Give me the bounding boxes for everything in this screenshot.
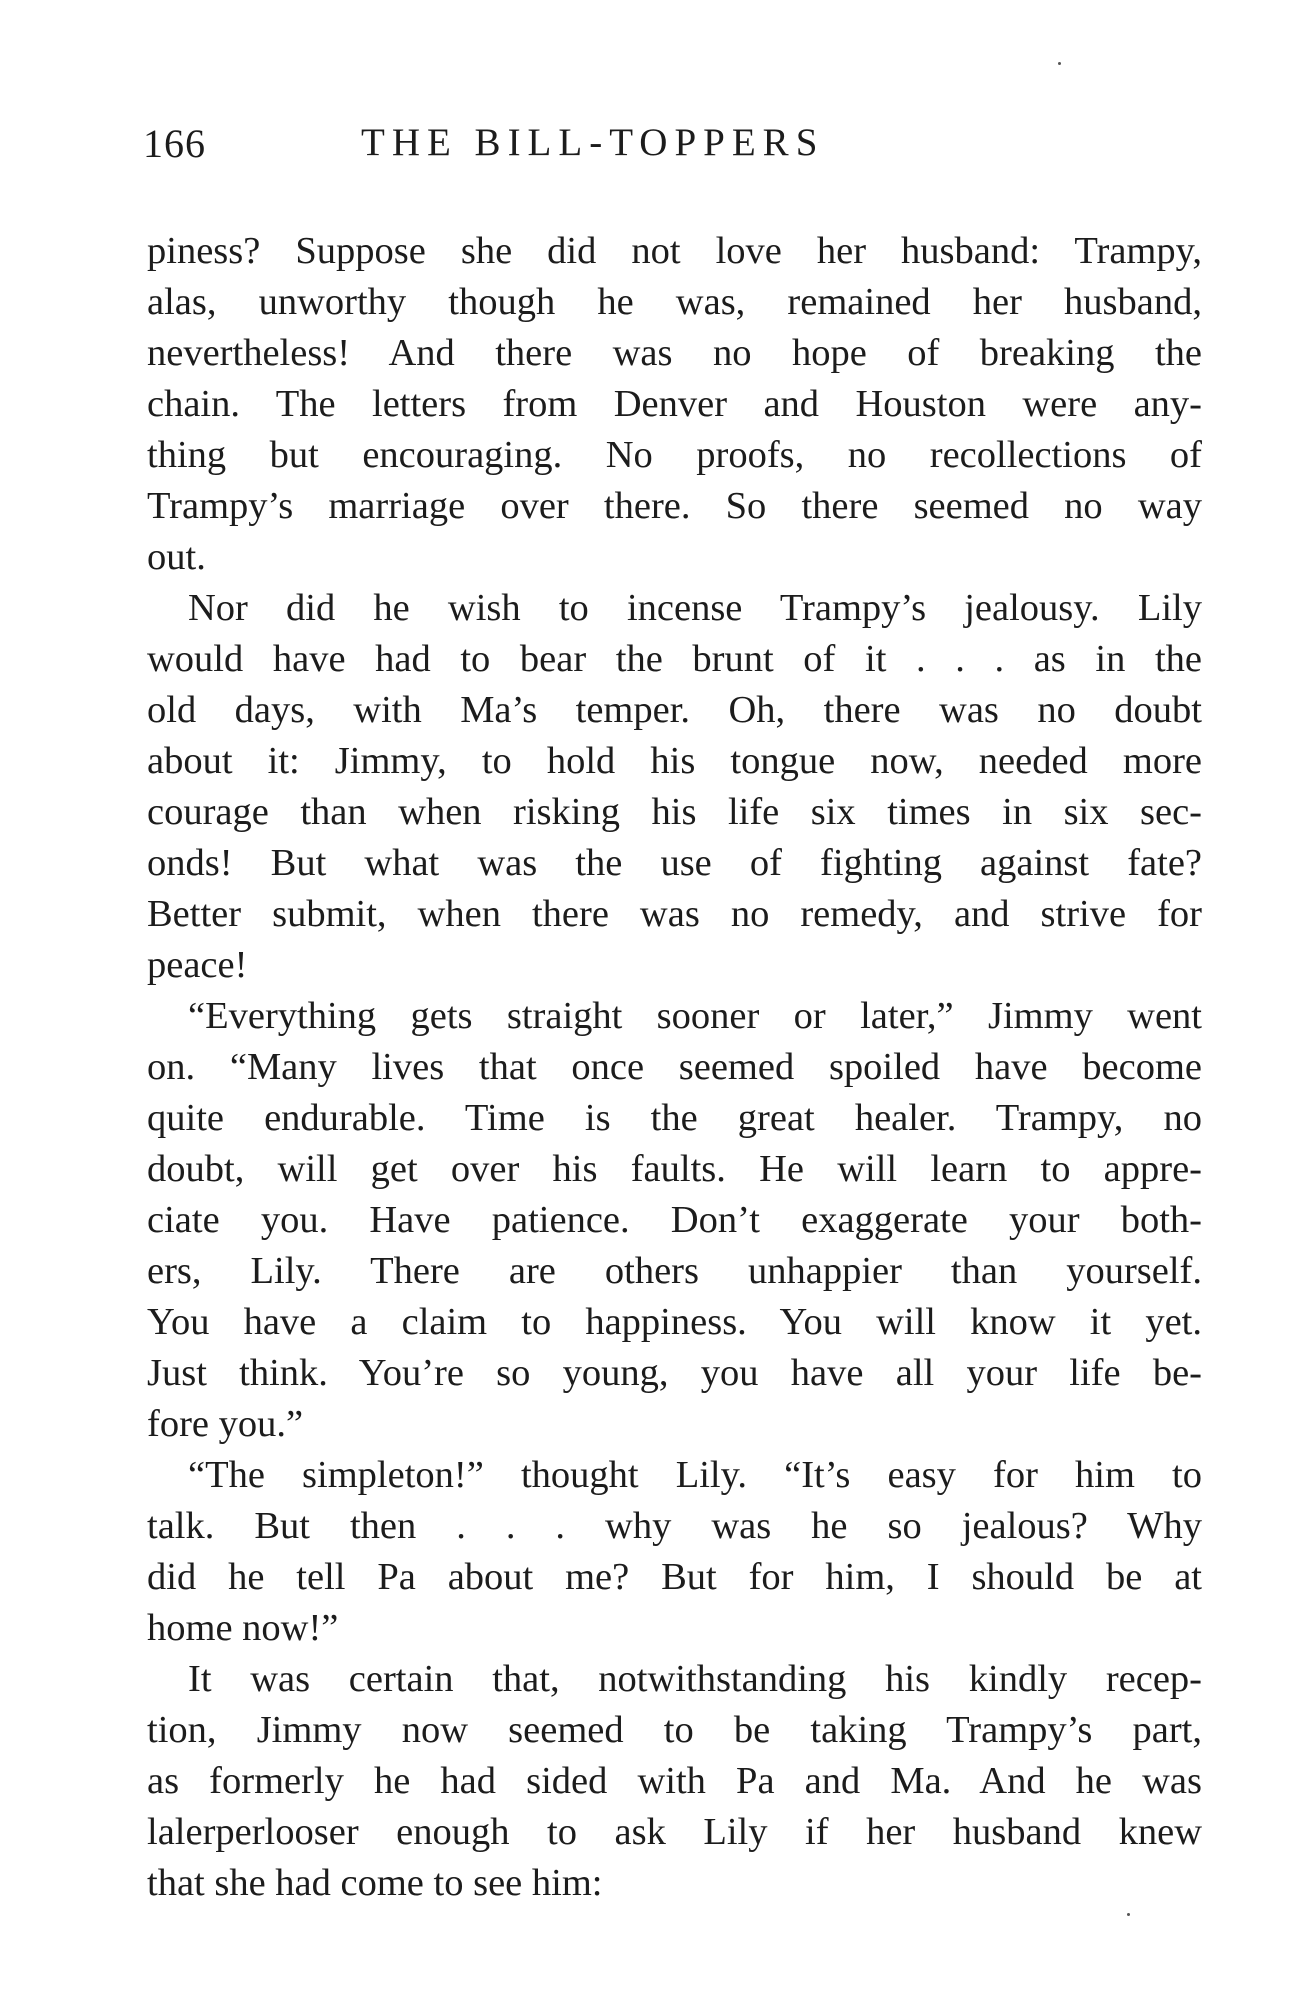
text-line: talk. But then . . . why was he so jealous? Why <box>147 1505 1202 1547</box>
text-line: “The simpleton!” thought Lily. “It’s easy for him to <box>188 1454 1202 1496</box>
text-line: It was certain that, notwithstanding his kindly recep- <box>188 1658 1202 1700</box>
text-line: chain. The letters from Denver and Houston were any- <box>147 383 1202 425</box>
text-line: onds! But what was the use of fighting against fate? <box>147 842 1202 884</box>
text-line: doubt, will get over his faults. He will learn to appre- <box>147 1148 1202 1190</box>
page-header <box>143 120 1203 180</box>
text-line: fore you.” <box>147 1403 304 1445</box>
text-line: alas, unworthy though he was, remained her husband, <box>147 281 1202 323</box>
text-line: quite endurable. Time is the great healer. Trampy, no <box>147 1097 1202 1139</box>
text-line: ers, Lily. There are others unhappier than yourself. <box>147 1250 1202 1292</box>
text-line: peace! <box>147 944 248 986</box>
text-line: home now!” <box>147 1607 339 1649</box>
running-title: THE BILL-TOPPERS <box>361 121 825 164</box>
text-line: nevertheless! And there was no hope of breaking the <box>147 332 1202 374</box>
text-line: lalerperlooser enough to ask Lily if her husband knew <box>147 1811 1202 1853</box>
text-line: Trampy’s marriage over there. So there seemed no way <box>147 485 1202 527</box>
text-line: out. <box>147 536 206 578</box>
text-line: thing but encouraging. No proofs, no recollections of <box>147 434 1202 476</box>
text-line: courage than when risking his life six times in six sec- <box>147 791 1202 833</box>
text-line: Just think. You’re so young, you have all your life be- <box>147 1352 1202 1394</box>
text-line: You have a claim to happiness. You will know it yet. <box>147 1301 1202 1343</box>
text-line: on. “Many lives that once seemed spoiled have become <box>147 1046 1202 1088</box>
body-text <box>147 226 1202 1909</box>
print-speck <box>1058 62 1061 65</box>
text-line: Nor did he wish to incense Trampy’s jealousy. Lily <box>188 587 1202 629</box>
text-line: about it: Jimmy, to hold his tongue now, needed more <box>147 740 1202 782</box>
text-line: did he tell Pa about me? But for him, I should be at <box>147 1556 1202 1598</box>
text-line: that she had come to see him: <box>147 1862 603 1904</box>
text-line: old days, with Ma’s temper. Oh, there was no doubt <box>147 689 1202 731</box>
text-line: would have had to bear the brunt of it . . . as in the <box>147 638 1202 680</box>
print-speck <box>1127 1913 1130 1916</box>
text-line: Better submit, when there was no remedy, and strive for <box>147 893 1202 935</box>
text-line: “Everything gets straight sooner or later,” Jimmy went <box>188 995 1202 1037</box>
text-line: tion, Jimmy now seemed to be taking Trampy’s part, <box>147 1709 1202 1751</box>
text-line: as formerly he had sided with Pa and Ma. And he was <box>147 1760 1202 1802</box>
page-number: 166 <box>143 121 206 166</box>
text-line: ciate you. Have patience. Don’t exaggerate your both- <box>147 1199 1202 1241</box>
text-line: piness? Suppose she did not love her husband: Trampy, <box>147 230 1202 272</box>
